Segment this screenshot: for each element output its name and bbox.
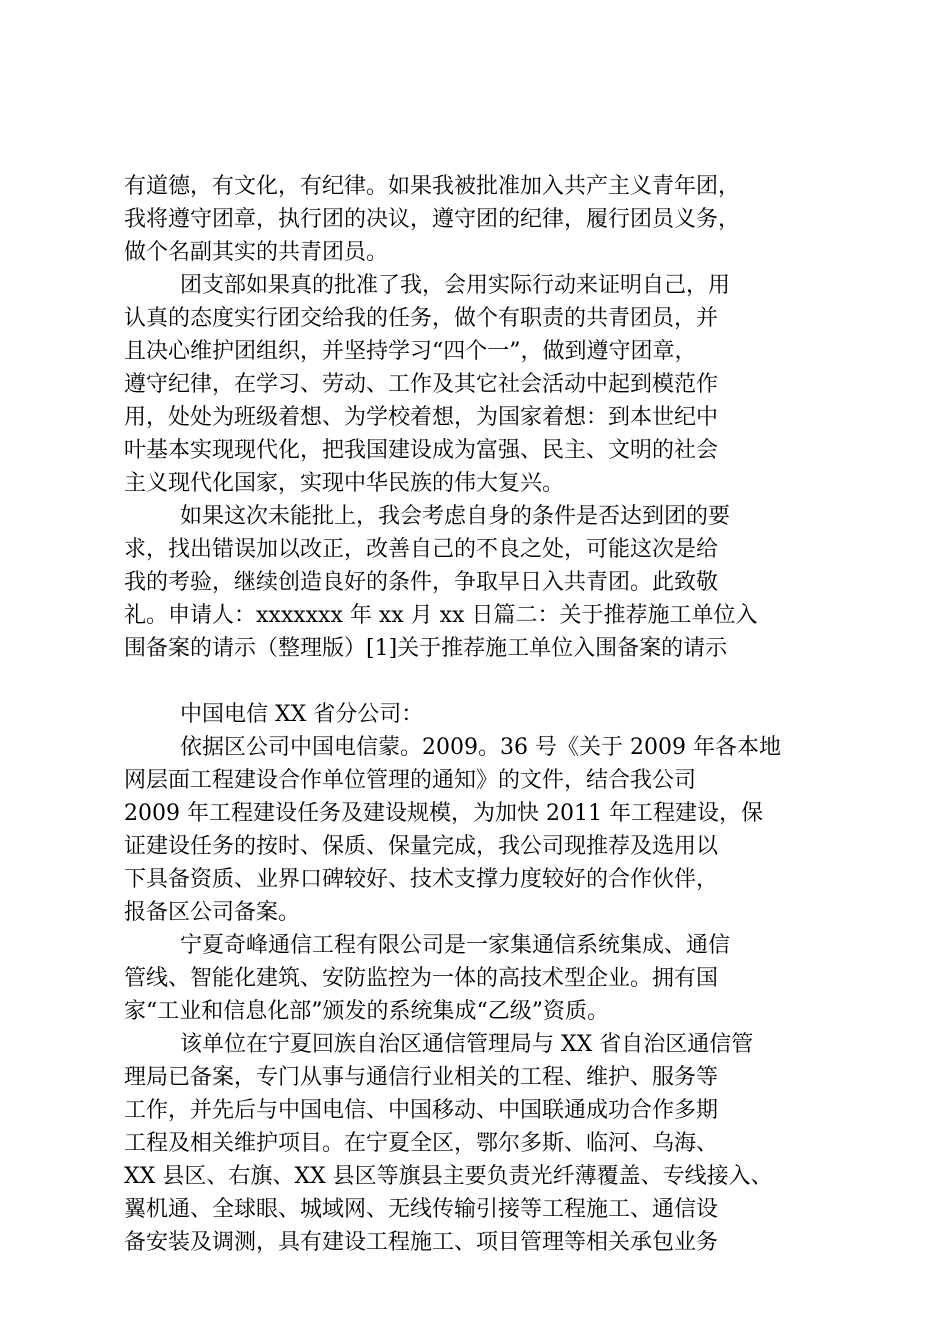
text-line: 有道德，有文化，有纪律。如果我被批准加入共产主义青年团， bbox=[124, 174, 741, 199]
text-line: 主义现代化国家，实现中华民族的伟大复兴。 bbox=[124, 471, 565, 496]
text-line: 依据区公司中国电信蒙。2009。36 号《关于 2009 年各本地 bbox=[180, 735, 781, 760]
text-line: 2009 年工程建设任务及建设规模，为加快 2011 年工程建设，保 bbox=[124, 801, 763, 826]
text-line: 家“工业和信息化部”颁发的系统集成“乙级”资质。 bbox=[124, 999, 609, 1024]
text-line: 中国电信 XX 省分公司： bbox=[180, 702, 424, 727]
text-line: 遵守纪律，在学习、劳动、工作及其它社会活动中起到模范作 bbox=[124, 372, 719, 397]
text-line: 证建设任务的按时、保质、保量完成，我公司现推荐及选用以 bbox=[124, 834, 719, 859]
text-line: 理局已备案，专门从事与通信行业相关的工程、维护、服务等 bbox=[124, 1065, 719, 1090]
text-line: XX 县区、右旗、XX 县区等旗县主要负责光纤薄覆盖、专线接入、 bbox=[124, 1164, 773, 1189]
text-line: 围备案的请示（整理版）[1]关于推荐施工单位入围备案的请示 bbox=[124, 636, 728, 661]
text-line: 工作，并先后与中国电信、中国移动、中国联通成功合作多期 bbox=[124, 1098, 719, 1123]
text-line: 求，找出错误加以改正，改善自己的不良之处，可能这次是给 bbox=[124, 537, 719, 562]
text-line: 如果这次未能批上，我会考虑自身的条件是否达到团的要 bbox=[180, 504, 731, 529]
text-line: 下具备资质、业界口碑较好、技术支撑力度较好的合作伙伴， bbox=[124, 867, 719, 892]
text-line: 认真的态度实行团交给我的任务，做个有职责的共青团员，并 bbox=[124, 306, 719, 331]
text-line: 礼。申请人：xxxxxxx 年 xx 月 xx 日篇二：关于推荐施工单位入 bbox=[124, 603, 758, 628]
text-line: 该单位在宁夏回族自治区通信管理局与 XX 省自治区通信管 bbox=[180, 1032, 754, 1057]
text-line: 且决心维护团组织，并坚持学习“四个一”，做到遵守团章， bbox=[124, 339, 697, 364]
text-line: 我将遵守团章，执行团的决议，遵守团的纪律，履行团员义务， bbox=[124, 207, 741, 232]
text-line: 我的考验，继续创造良好的条件，争取早日入共青团。此致敬 bbox=[124, 570, 719, 595]
text-line: 翼机通、全球眼、城域网、无线传输引接等工程施工、通信设 bbox=[124, 1197, 719, 1222]
text-line: 网层面工程建设合作单位管理的通知》的文件，结合我公司 bbox=[124, 768, 697, 793]
text-line: 叶基本实现现代化，把我国建设成为富强、民主、文明的社会 bbox=[124, 438, 719, 463]
text-line: 宁夏奇峰通信工程有限公司是一家集通信系统集成、通信 bbox=[180, 933, 731, 958]
text-line: 团支部如果真的批准了我，会用实际行动来证明自己，用 bbox=[180, 273, 731, 298]
text-line: 管线、智能化建筑、安防监控为一体的高技术型企业。拥有国 bbox=[124, 966, 719, 991]
text-line: 工程及相关维护项目。在宁夏全区，鄂尔多斯、临河、乌海、 bbox=[124, 1131, 719, 1156]
text-line: 用，处处为班级着想、为学校着想，为国家着想：到本世纪中 bbox=[124, 405, 719, 430]
text-line: 做个名副其实的共青团员。 bbox=[124, 240, 389, 265]
text-line: 报备区公司备案。 bbox=[124, 900, 301, 925]
text-line: 备安装及调测，具有建设工程施工、项目管理等相关承包业务 bbox=[124, 1230, 719, 1255]
